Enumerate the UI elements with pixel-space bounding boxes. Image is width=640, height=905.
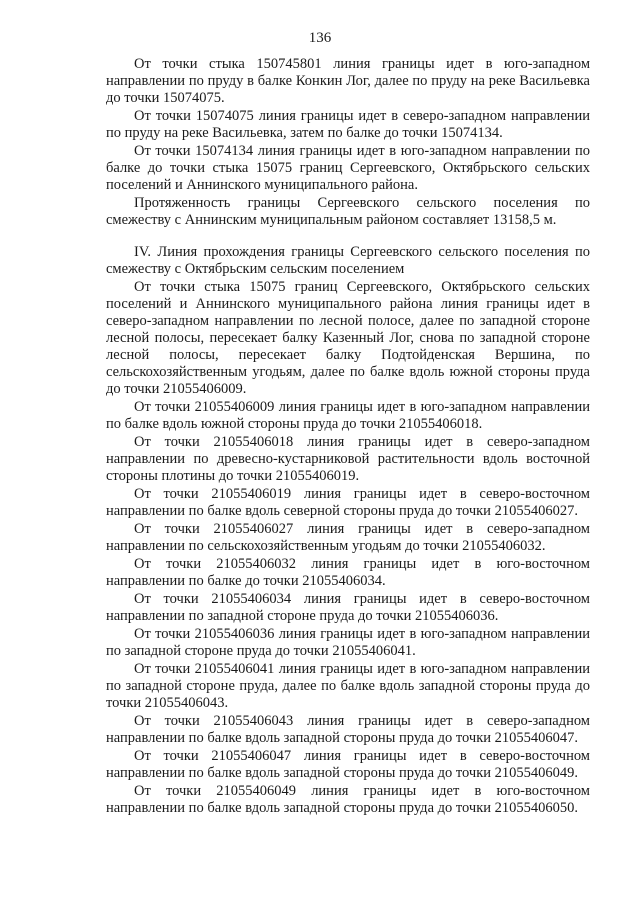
section-paragraph: От точки 21055406036 линия границы идет в юго-западном направлении по западной стороне пруда до точки 21055406041. bbox=[106, 626, 590, 659]
section-paragraph: От точки 21055406047 линия границы идет в северо-восточном направлении по балке вдоль западной стороны пруда до точки 21055406049. bbox=[106, 748, 590, 781]
section-paragraph: От точки 21055406018 линия границы идет в северо-западном направлении по древесно-кустарниковой растительности вдоль восточной стороны плотины до точки 21055406019. bbox=[106, 434, 590, 484]
section-paragraph: От точки 21055406043 линия границы идет в северо-западном направлении по балке вдоль западной стороны пруда до точки 21055406047. bbox=[106, 713, 590, 746]
section-heading: IV. Линия прохождения границы Сергеевского сельского поселения по смежеству с Октябрьским сельским поселением bbox=[106, 244, 590, 277]
section-paragraph: От точки 21055406049 линия границы идет в юго-восточном направлении по балке вдоль западной стороны пруда до точки 21055406050. bbox=[106, 783, 590, 816]
section-paragraph: От точки 21055406032 линия границы идет в юго-восточном направлении по балке до точки 21055406034. bbox=[106, 556, 590, 589]
document-body bbox=[106, 56, 590, 818]
paragraph: Протяженность границы Сергеевского сельского поселения по смежеству с Аннинским муниципальным районом составляет 13158,5 м. bbox=[106, 195, 590, 228]
paragraph: От точки 15074134 линия границы идет в юго-западном направлении по балке до точки стыка 15075 границ Сергеевского, Октябрьского сельских поселений и Аннинского муниципального района. bbox=[106, 143, 590, 193]
section-paragraph: От точки 21055406027 линия границы идет в северо-западном направлении по сельскохозяйственным угодьям до точки 21055406032. bbox=[106, 521, 590, 554]
section-spacer bbox=[106, 230, 590, 244]
section-paragraph: От точки 21055406019 линия границы идет в северо-восточном направлении по балке вдоль северной стороны пруда до точки 21055406027. bbox=[106, 486, 590, 519]
section-paragraph: От точки 21055406041 линия границы идет в юго-западном направлении по западной стороне пруда, далее по балке вдоль западной стороны пруда до точки 21055406043. bbox=[106, 661, 590, 711]
section-paragraph: От точки 21055406034 линия границы идет в северо-восточном направлении по западной стороне пруда до точки 21055406036. bbox=[106, 591, 590, 624]
section-paragraph: От точки стыка 15075 границ Сергеевского, Октябрьского сельских поселений и Аннинского муниципального района линия границы идет в северо-западном направлении по лесной полосе, далее по западной стороне лесной полосы, пересекает балку Казенный Лог, снова по западной стороне лесной полосы, пересекает балку Подтойденская Вершина, по сельскохозяйственным угодьям, далее по балке вдоль южной стороны пруда до точки 21055406009. bbox=[106, 279, 590, 397]
section-paragraph: От точки 21055406009 линия границы идет в юго-западном направлении по балке вдоль южной стороны пруда до точки 21055406018. bbox=[106, 399, 590, 432]
paragraph: От точки 15074075 линия границы идет в северо-западном направлении по пруду на реке Васильевка, затем по балке до точки 15074134. bbox=[106, 108, 590, 141]
paragraph: От точки стыка 150745801 линия границы идет в юго-западном направлении по пруду в балке Конкин Лог, далее по пруду на реке Васильевка до точки 15074075. bbox=[106, 56, 590, 106]
page-number: 136 bbox=[308, 30, 332, 46]
